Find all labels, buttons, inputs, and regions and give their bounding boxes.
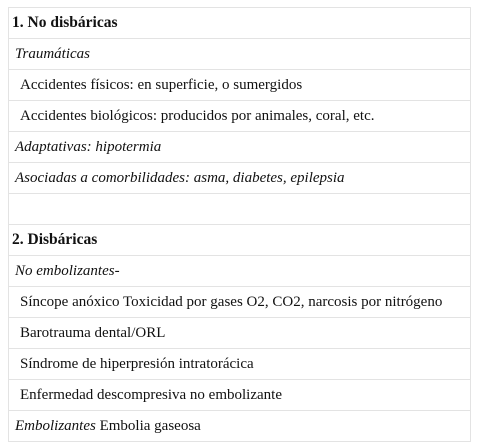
item-text: Embolia gaseosa (95, 418, 201, 434)
table-row (9, 101, 471, 132)
item-text: Síndrome de hiperpresión intratorácica (9, 349, 471, 380)
table-row (9, 349, 471, 380)
item-text: Accidentes físicos: en superficie, o sumergidos (9, 70, 471, 101)
section-heading-row (9, 225, 471, 256)
blank-cell (9, 194, 471, 225)
table-row (9, 132, 471, 163)
category-label: Traumáticas (9, 39, 471, 70)
item-text: Accidentes biológicos: producidos por animales, coral, etc. (9, 101, 471, 132)
table-row (9, 39, 471, 70)
table-row (9, 380, 471, 411)
section1-heading: 1. No disbáricas (9, 8, 471, 39)
classification-table (8, 7, 471, 442)
table-row (9, 163, 471, 194)
mixed-cell (9, 411, 471, 442)
table-row (9, 287, 471, 318)
blank-row (9, 194, 471, 225)
item-text: Enfermedad descompresiva no embolizante (9, 380, 471, 411)
section-heading-row (9, 8, 471, 39)
item-text: Barotrauma dental/ORL (9, 318, 471, 349)
section2-heading: 2. Disbáricas (9, 225, 471, 256)
table-row (9, 411, 471, 442)
category-label: Asociadas a comorbilidades: asma, diabetes, epilepsia (9, 163, 471, 194)
category-label: Adaptativas: hipotermia (9, 132, 471, 163)
table-row (9, 70, 471, 101)
category-label: No embolizantes- (9, 256, 471, 287)
item-text: Síncope anóxico Toxicidad por gases O2, CO2, narcosis por nitrógeno (9, 287, 471, 318)
table-row (9, 256, 471, 287)
table-row (9, 318, 471, 349)
category-label: Embolizantes (15, 418, 96, 434)
